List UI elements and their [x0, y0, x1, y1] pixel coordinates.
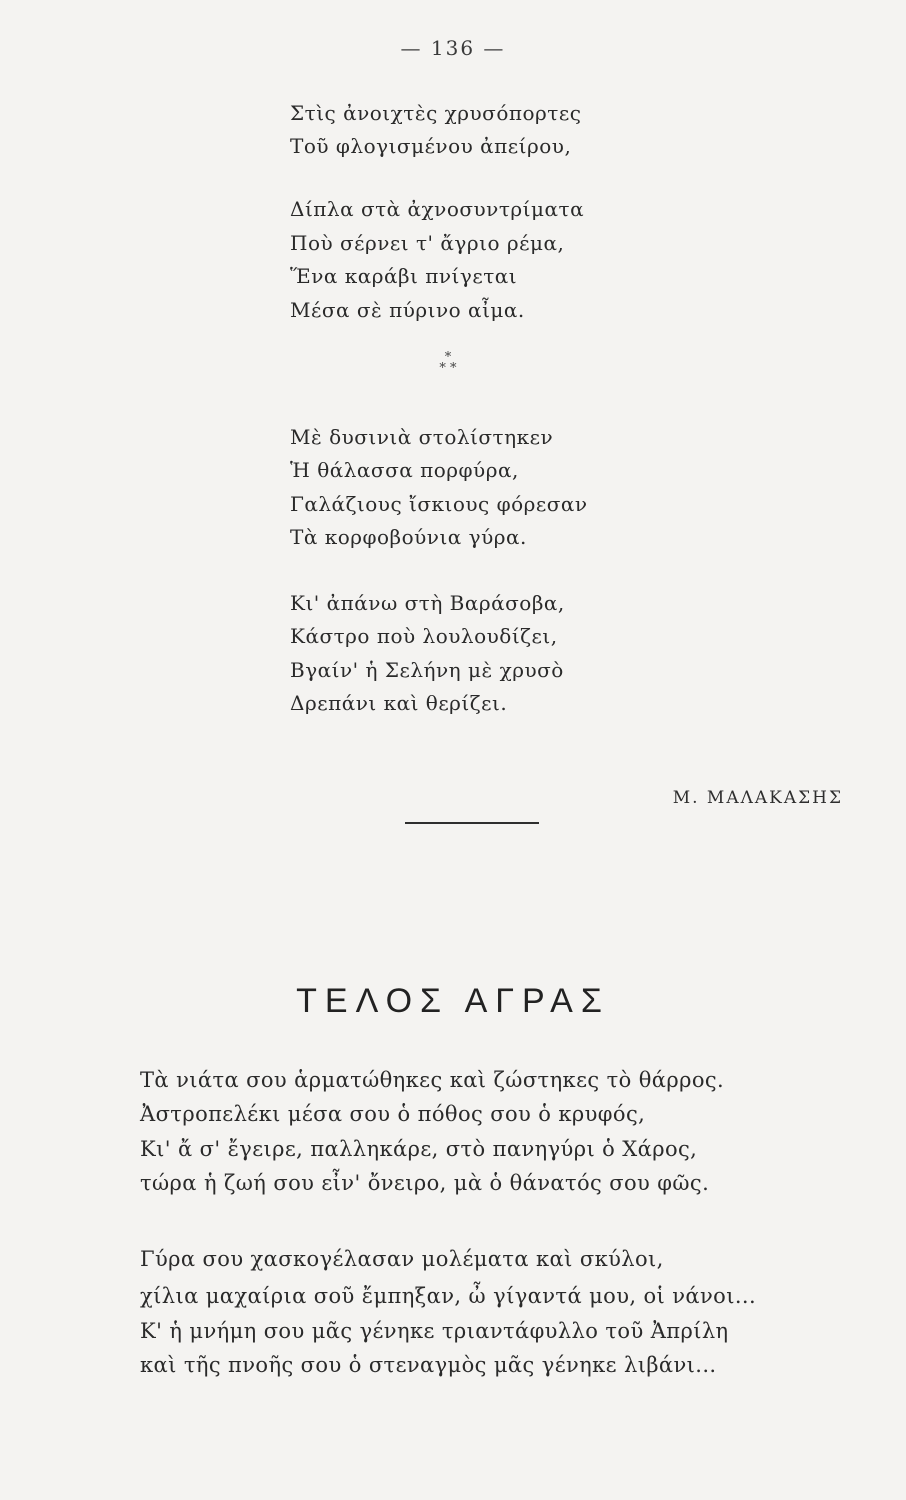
poem-line: Μὲ δυσινιὰ στολίστηκεν	[290, 425, 554, 449]
poem-line: Ποὺ σέρνει τ' ἄγριο ρέμα,	[290, 231, 565, 255]
verse-line: Ἀστροπελέκι μέσα σου ὁ πόθος σου ὁ κρυφός,	[140, 1102, 646, 1126]
poem-line: Δίπλα στὰ ἀχνοσυντρίματα	[290, 197, 585, 221]
poem-line: Κάστρο ποὺ λουλουδίζει,	[290, 624, 558, 648]
verse-line: Γύρα σου χασκογέλασαν μολέματα καὶ σκύλοι,	[140, 1247, 664, 1271]
section-divider	[405, 822, 539, 824]
verse-line: Τὰ νιάτα σου ἁρματώθηκες καὶ ζώστηκες τὸ θάρρος.	[140, 1068, 725, 1092]
verse-line: Κ' ἡ μνήμη σου μᾶς γένηκε τριαντάφυλλο τοῦ Ἀπρίλη	[140, 1319, 729, 1343]
asterism-bottom: * *	[439, 361, 457, 376]
poem-line: Ἕνα καράβι πνίγεται	[290, 264, 518, 288]
poem-line: Δρεπάνι καὶ θερίζει.	[290, 691, 508, 715]
verse-line: Κι' ἄ σ' ἔγειρε, παλληκάρε, στὸ πανηγύρι ὁ Χάρος,	[140, 1137, 698, 1161]
verse-line: τώρα ἡ ζωή σου εἶν' ὄνειρο, μὰ ὁ θάνατός σου φῶς.	[140, 1171, 710, 1195]
poem-line: Γαλάζιους ἴσκιους φόρεσαν	[290, 492, 588, 516]
poem-line: Βγαίν' ἡ Σελήνη μὲ χρυσὸ	[290, 658, 564, 682]
poem-line: Τὰ κορφοβούνια γύρα.	[290, 525, 527, 549]
poem-line: Κι' ἀπάνω στὴ Βαράσοβα,	[290, 591, 565, 615]
section-title: ΤΕΛΟΣ ΑΓΡΑΣ	[296, 982, 610, 1020]
asterism-divider	[428, 352, 468, 374]
poem-line: Ἡ θάλασσα πορφύρα,	[290, 458, 519, 482]
author-signature: Μ. ΜΑΛΑΚΑΣΗΣ	[672, 788, 843, 808]
asterism-top: *	[444, 350, 452, 365]
poem-line: Στὶς ἀνοιχτὲς χρυσόπορτες	[290, 101, 582, 125]
verse-line: χίλια μαχαίρια σοῦ ἔμπηξαν, ὦ γίγαντά μου, οἱ νάνοι...	[140, 1284, 757, 1308]
poem-line: Μέσα σὲ πύρινο αἶμα.	[290, 298, 525, 322]
page-number: — 136 —	[400, 36, 506, 60]
verse-line: καὶ τῆς πνοῆς σου ὁ στεναγμὸς μᾶς γένηκε λιβάνι...	[140, 1353, 717, 1377]
poem-line: Τοῦ φλογισμένου ἀπείρου,	[290, 134, 572, 158]
